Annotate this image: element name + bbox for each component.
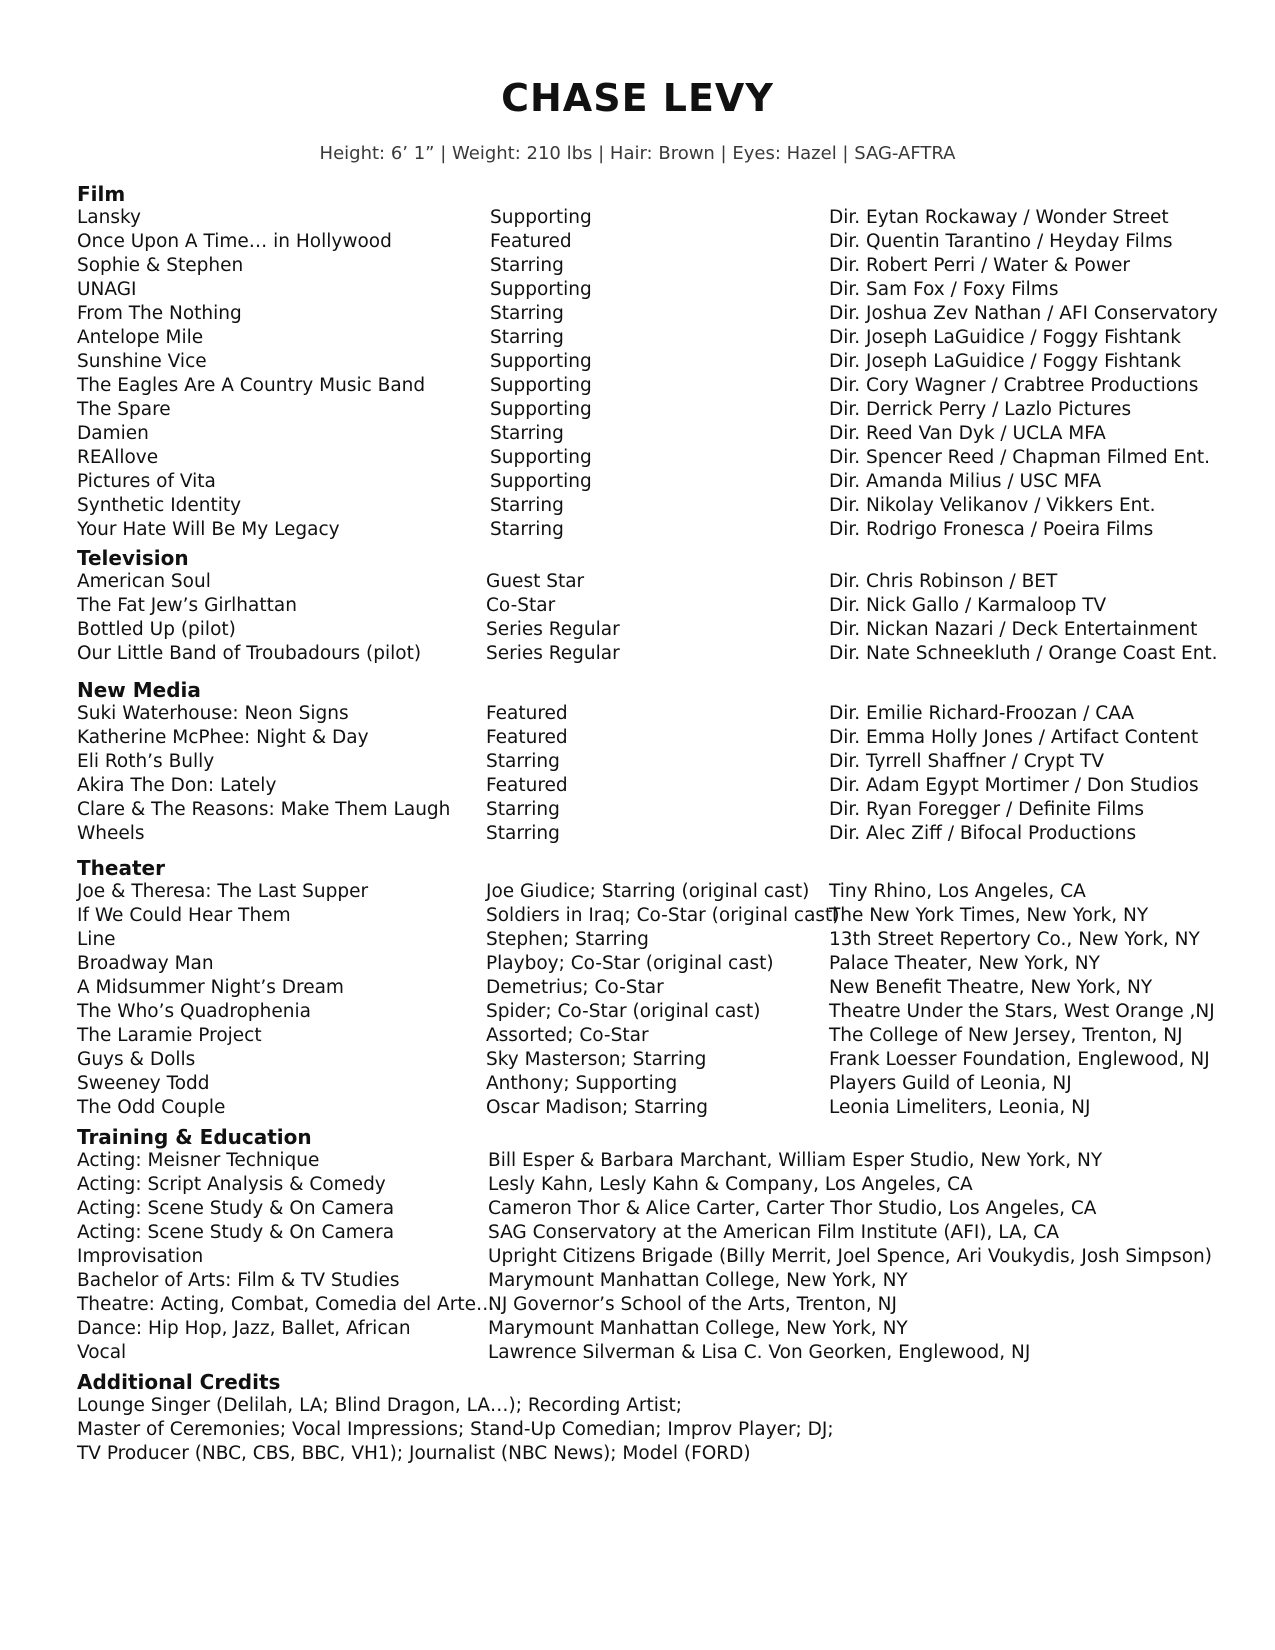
section-new-media: [77, 678, 1217, 846]
film-credit-row: [77, 302, 1217, 326]
theater-credit-row-col-1: A Midsummer Night’s Dream: [77, 977, 344, 998]
tv-credit-row-col-3: Dir. Chris Robinson / BET: [829, 571, 1058, 592]
theater-credit-row-col-1: Sweeney Todd: [77, 1073, 210, 1094]
theater-credit-row-col-3: The College of New Jersey, Trenton, NJ: [829, 1025, 1183, 1046]
new-media-credit-row-col-2: Featured: [486, 703, 568, 724]
theater-credit-row: [77, 952, 1217, 976]
theater-credit-row-col-2: Demetrius; Co-Star: [486, 977, 664, 998]
training-row-col-2: Cameron Thor & Alice Carter, Carter Thor Studio, Los Angeles, CA: [488, 1198, 1097, 1219]
film-credit-row-col-2: Starring: [490, 495, 564, 516]
new-media-credit-row-col-3: Dir. Emilie Richard-Froozan / CAA: [829, 703, 1135, 724]
new-media-credit-row-col-3: Dir. Adam Egypt Mortimer / Don Studios: [829, 775, 1199, 796]
new-media-credit-row-col-2: Starring: [486, 751, 560, 772]
film-credit-row-col-1: Pictures of Vita: [77, 471, 216, 492]
theater-credit-row-col-1: Line: [77, 929, 116, 950]
theater-credit-row: [77, 1000, 1217, 1024]
resume-name: CHASE LEVY: [501, 76, 774, 120]
training-row: [77, 1173, 1217, 1197]
theater-credit-row: [77, 1048, 1217, 1072]
new-media-credit-row-col-2: Featured: [486, 727, 568, 748]
tv-credit-row-col-2: Co-Star: [486, 595, 556, 616]
film-credit-row-col-3: Dir. Reed Van Dyk / UCLA MFA: [829, 423, 1106, 444]
film-credit-row-col-1: Damien: [77, 423, 149, 444]
new-media-credit-row: [77, 726, 1217, 750]
film-credit-row: [77, 326, 1217, 350]
tv-credit-row: [77, 570, 1217, 594]
theater-credit-row-col-1: Guys & Dolls: [77, 1049, 196, 1070]
film-credit-row: [77, 494, 1217, 518]
new-media-credit-row-col-3: Dir. Ryan Foregger / Definite Films: [829, 799, 1145, 820]
theater-credit-row-col-2: Stephen; Starring: [486, 929, 649, 950]
theater-credit-row-col-3: New Benefit Theatre, New York, NY: [829, 977, 1153, 998]
film-credit-row: [77, 230, 1217, 254]
film-credit-row-col-3: Dir. Quentin Tarantino / Heyday Films: [829, 231, 1173, 252]
film-credit-row-col-2: Supporting: [490, 471, 592, 492]
film-credit-row-col-1: Your Hate Will Be My Legacy: [77, 519, 340, 540]
film-credit-row-col-2: Supporting: [490, 351, 592, 372]
theater-credit-row-col-3: Leonia Limeliters, Leonia, NJ: [829, 1097, 1091, 1118]
film-credit-row-col-3: Dir. Spencer Reed / Chapman Filmed Ent.: [829, 447, 1211, 468]
theater-credit-row-col-2: Assorted; Co-Star: [486, 1025, 649, 1046]
training-row-col-1: Acting: Meisner Technique: [77, 1150, 320, 1171]
film-credit-row: [77, 518, 1217, 542]
theater-credit-row-col-2: Spider; Co-Star (original cast): [486, 1001, 761, 1022]
film-credit-row-col-3: Dir. Robert Perri / Water & Power: [829, 255, 1130, 276]
section-title: New Media: [77, 678, 201, 702]
theater-credit-row-col-2: Soldiers in Iraq; Co-Star (original cast): [486, 905, 840, 926]
additional-credits-line: Master of Ceremonies; Vocal Impressions; Stand-Up Comedian; Improv Player; DJ;: [77, 1419, 834, 1440]
section-theater: [77, 856, 1217, 1120]
theater-credit-row-col-1: Joe & Theresa: The Last Supper: [77, 881, 369, 902]
physical-stats: Height: 6’ 1” | Weight: 210 lbs | Hair: Brown | Eyes: Hazel | SAG-AFTRA: [319, 143, 956, 164]
new-media-credit-row-col-2: Starring: [486, 823, 560, 844]
film-credit-row-col-2: Supporting: [490, 399, 592, 420]
section-title: Training & Education: [77, 1125, 312, 1149]
tv-credit-row-col-3: Dir. Nate Schneekluth / Orange Coast Ent.: [829, 643, 1218, 664]
section-television: [77, 546, 1217, 666]
theater-credit-row-col-1: The Who’s Quadrophenia: [77, 1001, 311, 1022]
film-credit-row: [77, 350, 1217, 374]
film-credit-row: [77, 470, 1217, 494]
training-row-col-1: Bachelor of Arts: Film & TV Studies: [77, 1270, 400, 1291]
new-media-credit-row-col-1: Akira The Don: Lately: [77, 775, 277, 796]
training-row: [77, 1245, 1217, 1269]
new-media-credit-row: [77, 702, 1217, 726]
training-row: [77, 1221, 1217, 1245]
tv-credit-row-col-1: American Soul: [77, 571, 211, 592]
training-row-col-2: Marymount Manhattan College, New York, NY: [488, 1270, 908, 1291]
section-title: Film: [77, 182, 126, 206]
theater-credit-row: [77, 1072, 1217, 1096]
film-credit-row-col-3: Dir. Eytan Rockaway / Wonder Street: [829, 207, 1169, 228]
training-row: [77, 1317, 1217, 1341]
training-row: [77, 1293, 1217, 1317]
tv-credit-row: [77, 618, 1217, 642]
section-title: Television: [77, 546, 189, 570]
theater-credit-row: [77, 1024, 1217, 1048]
film-credit-row-col-2: Starring: [490, 519, 564, 540]
theater-credit-row-col-1: The Laramie Project: [77, 1025, 262, 1046]
film-credit-row-col-3: Dir. Rodrigo Fronesca / Poeira Films: [829, 519, 1154, 540]
theater-credit-row-col-3: Palace Theater, New York, NY: [829, 953, 1100, 974]
film-credit-row-col-3: Dir. Sam Fox / Foxy Films: [829, 279, 1059, 300]
film-credit-row-col-1: Lansky: [77, 207, 142, 228]
training-row: [77, 1149, 1217, 1173]
section-training: [77, 1125, 1217, 1365]
theater-credit-row-col-3: 13th Street Repertory Co., New York, NY: [829, 929, 1200, 950]
tv-credit-row: [77, 642, 1217, 666]
film-credit-row-col-3: Dir. Amanda Milius / USC MFA: [829, 471, 1102, 492]
new-media-credit-row: [77, 822, 1217, 846]
theater-credit-row-col-3: The New York Times, New York, NY: [829, 905, 1149, 926]
tv-credit-row-col-2: Series Regular: [486, 619, 620, 640]
theater-credit-row-col-2: Joe Giudice; Starring (original cast): [486, 881, 810, 902]
theater-credit-row: [77, 904, 1217, 928]
film-credit-row-col-1: From The Nothing: [77, 303, 242, 324]
theater-credit-row-col-3: Players Guild of Leonia, NJ: [829, 1073, 1072, 1094]
theater-credit-row-col-3: Tiny Rhino, Los Angeles, CA: [829, 881, 1086, 902]
training-row-col-1: Improvisation: [77, 1246, 204, 1267]
film-credit-row-col-2: Featured: [490, 231, 572, 252]
film-credit-row-col-1: The Spare: [77, 399, 171, 420]
new-media-credit-row-col-1: Katherine McPhee: Night & Day: [77, 727, 369, 748]
training-row-col-2: Marymount Manhattan College, New York, NY: [488, 1318, 908, 1339]
training-row-col-1: Vocal: [77, 1342, 127, 1363]
new-media-credit-row: [77, 774, 1217, 798]
film-credit-row-col-3: Dir. Joshua Zev Nathan / AFI Conservatory: [829, 303, 1218, 324]
section-film: [77, 182, 1217, 542]
theater-credit-row-col-3: Theatre Under the Stars, West Orange ,NJ: [829, 1001, 1215, 1022]
new-media-credit-row-col-1: Wheels: [77, 823, 145, 844]
film-credit-row-col-3: Dir. Cory Wagner / Crabtree Productions: [829, 375, 1199, 396]
training-row-col-2: Lesly Kahn, Lesly Kahn & Company, Los Angeles, CA: [488, 1174, 973, 1195]
training-row-col-2: Upright Citizens Brigade (Billy Merrit, Joel Spence, Ari Voukydis, Josh Simpson): [488, 1246, 1212, 1267]
film-credit-row-col-2: Supporting: [490, 279, 592, 300]
additional-credits-line: Lounge Singer (Delilah, LA; Blind Dragon, LA…); Recording Artist;: [77, 1395, 683, 1416]
film-credit-row-col-2: Supporting: [490, 207, 592, 228]
tv-credit-row-col-1: The Fat Jew’s Girlhattan: [77, 595, 297, 616]
theater-credit-row: [77, 976, 1217, 1000]
theater-credit-row-col-1: Broadway Man: [77, 953, 214, 974]
film-credit-row: [77, 446, 1217, 470]
tv-credit-row-col-2: Series Regular: [486, 643, 620, 664]
film-credit-row-col-2: Supporting: [490, 375, 592, 396]
new-media-credit-row-col-2: Starring: [486, 799, 560, 820]
film-credit-row-col-3: Dir. Derrick Perry / Lazlo Pictures: [829, 399, 1132, 420]
film-credit-row: [77, 278, 1217, 302]
new-media-credit-row-col-2: Featured: [486, 775, 568, 796]
training-row-col-1: Acting: Script Analysis & Comedy: [77, 1174, 386, 1195]
film-credit-row-col-2: Starring: [490, 423, 564, 444]
theater-credit-row-col-2: Sky Masterson; Starring: [486, 1049, 707, 1070]
theater-credit-row-col-1: If We Could Hear Them: [77, 905, 291, 926]
film-credit-row-col-2: Starring: [490, 255, 564, 276]
additional-credits-line: TV Producer (NBC, CBS, BBC, VH1); Journalist (NBC News); Model (FORD): [77, 1443, 751, 1464]
new-media-credit-row-col-1: Clare & The Reasons: Make Them Laugh: [77, 799, 451, 820]
film-credit-row-col-2: Supporting: [490, 447, 592, 468]
film-credit-row-col-2: Starring: [490, 303, 564, 324]
film-credit-row-col-3: Dir. Nikolay Velikanov / Vikkers Ent.: [829, 495, 1156, 516]
tv-credit-row-col-3: Dir. Nickan Nazari / Deck Entertainment: [829, 619, 1198, 640]
new-media-credit-row-col-3: Dir. Alec Ziff / Bifocal Productions: [829, 823, 1137, 844]
film-credit-row-col-1: Synthetic Identity: [77, 495, 242, 516]
training-row-col-2: SAG Conservatory at the American Film Institute (AFI), LA, CA: [488, 1222, 1059, 1243]
film-credit-row-col-3: Dir. Joseph LaGuidice / Foggy Fishtank: [829, 351, 1181, 372]
theater-credit-row-col-2: Playboy; Co-Star (original cast): [486, 953, 774, 974]
new-media-credit-row-col-1: Suki Waterhouse: Neon Signs: [77, 703, 349, 724]
new-media-credit-row: [77, 750, 1217, 774]
training-row: [77, 1269, 1217, 1293]
film-credit-row-col-1: Sophie & Stephen: [77, 255, 244, 276]
film-credit-row-col-3: Dir. Joseph LaGuidice / Foggy Fishtank: [829, 327, 1181, 348]
film-credit-row: [77, 398, 1217, 422]
training-row-col-1: Theatre: Acting, Combat, Comedia del Arte…: [77, 1294, 495, 1315]
theater-credit-row-col-3: Frank Loesser Foundation, Englewood, NJ: [829, 1049, 1210, 1070]
film-credit-row-col-1: Antelope Mile: [77, 327, 204, 348]
film-credit-row-col-1: Sunshine Vice: [77, 351, 207, 372]
film-credit-row: [77, 206, 1217, 230]
training-row: [77, 1197, 1217, 1221]
theater-credit-row: [77, 928, 1217, 952]
film-credit-row-col-1: UNAGI: [77, 279, 137, 300]
tv-credit-row-col-1: Bottled Up (pilot): [77, 619, 236, 640]
theater-credit-row: [77, 1096, 1217, 1120]
training-row-col-2: NJ Governor’s School of the Arts, Trenton, NJ: [488, 1294, 897, 1315]
tv-credit-row-col-1: Our Little Band of Troubadours (pilot): [77, 643, 422, 664]
section-additional-credits: [77, 1370, 1217, 1466]
film-credit-row-col-2: Starring: [490, 327, 564, 348]
film-credit-row: [77, 374, 1217, 398]
section-title: Theater: [77, 856, 165, 880]
new-media-credit-row-col-1: Eli Roth’s Bully: [77, 751, 215, 772]
new-media-credit-row-col-3: Dir. Tyrrell Shaffner / Crypt TV: [829, 751, 1105, 772]
theater-credit-row-col-2: Oscar Madison; Starring: [486, 1097, 708, 1118]
training-row-col-1: Acting: Scene Study & On Camera: [77, 1198, 395, 1219]
theater-credit-row: [77, 880, 1217, 904]
film-credit-row: [77, 254, 1217, 278]
training-row-col-2: Lawrence Silverman & Lisa C. Von Georken, Englewood, NJ: [488, 1342, 1031, 1363]
film-credit-row-col-1: The Eagles Are A Country Music Band: [77, 375, 426, 396]
tv-credit-row-col-2: Guest Star: [486, 571, 585, 592]
training-row-col-1: Dance: Hip Hop, Jazz, Ballet, African: [77, 1318, 411, 1339]
film-credit-row-col-1: Once Upon A Time… in Hollywood: [77, 231, 392, 252]
training-row-col-1: Acting: Scene Study & On Camera: [77, 1222, 395, 1243]
section-title: Additional Credits: [77, 1370, 281, 1394]
theater-credit-row-col-1: The Odd Couple: [77, 1097, 226, 1118]
new-media-credit-row-col-3: Dir. Emma Holly Jones / Artifact Content: [829, 727, 1199, 748]
film-credit-row: [77, 422, 1217, 446]
training-row: [77, 1341, 1217, 1365]
new-media-credit-row: [77, 798, 1217, 822]
tv-credit-row: [77, 594, 1217, 618]
training-row-col-2: Bill Esper & Barbara Marchant, William Esper Studio, New York, NY: [488, 1150, 1103, 1171]
theater-credit-row-col-2: Anthony; Supporting: [486, 1073, 678, 1094]
tv-credit-row-col-3: Dir. Nick Gallo / Karmaloop TV: [829, 595, 1107, 616]
film-credit-row-col-1: REAllove: [77, 447, 159, 468]
